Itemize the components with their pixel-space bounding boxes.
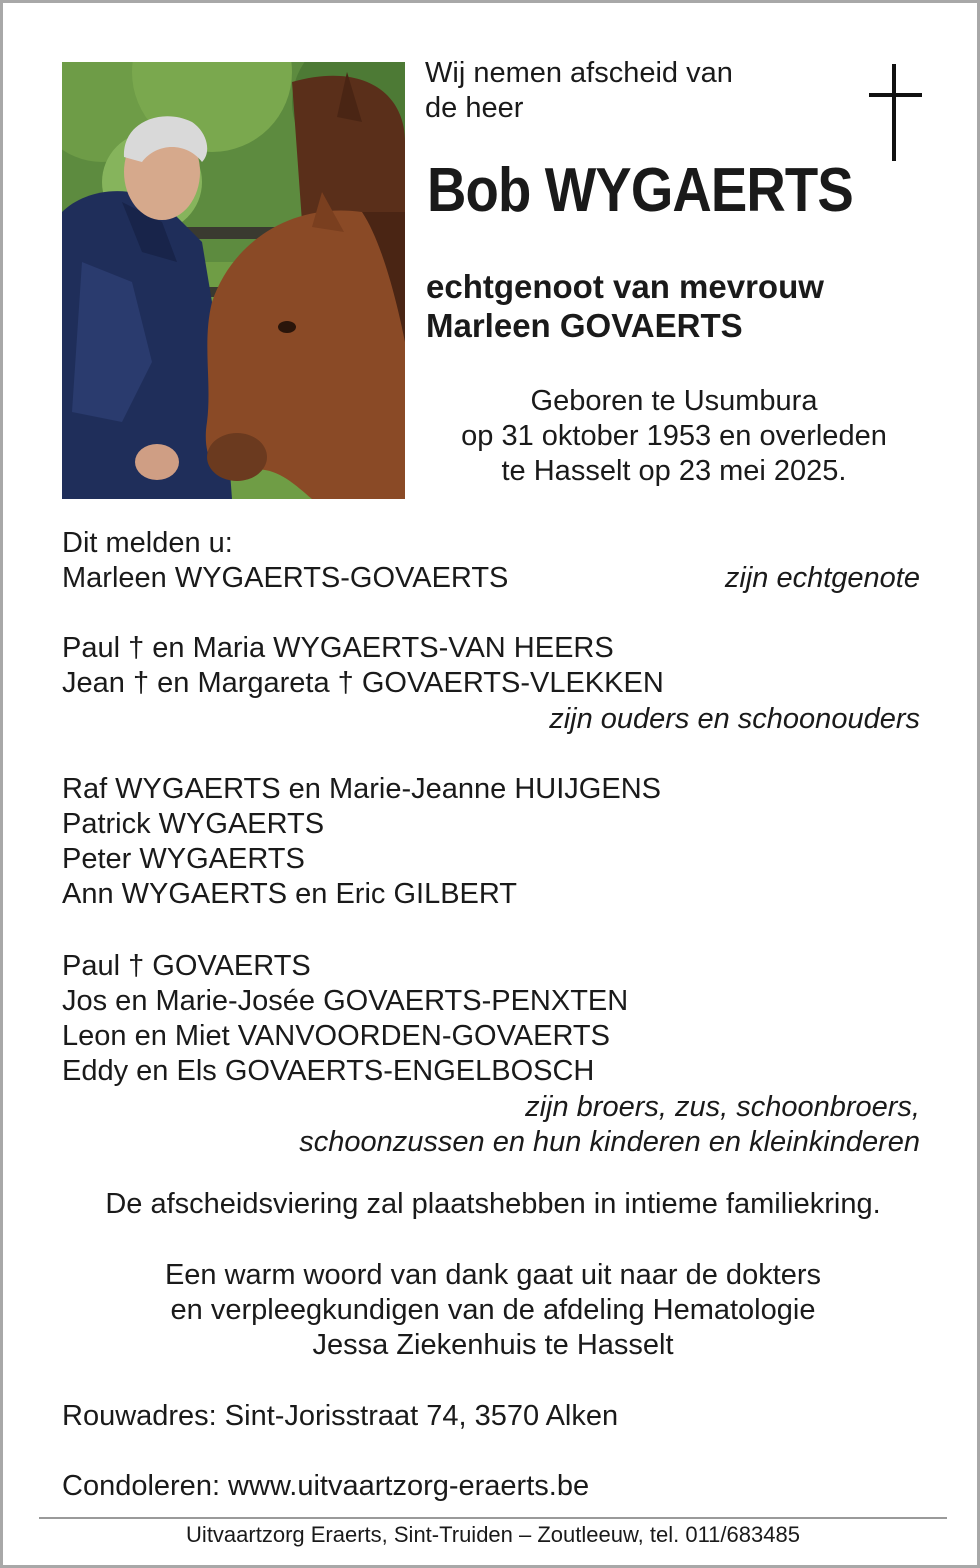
cross-icon [865,64,925,162]
intro-line-2: de heer [425,92,524,124]
spouse-role: zijn echtgenote [724,562,920,594]
condolences-link[interactable]: Condoleren: www.uitvaartzorg-eraerts.be [62,1470,590,1502]
intro-line-1: Wij nemen afscheid van [425,57,733,89]
spouse-line-1: echtgenoot van mevrouw [426,268,824,305]
siblings-line-1: Paul † GOVAERTS [62,950,311,982]
children-line-2: Patrick WYGAERTS [62,808,325,840]
children-line-1: Raf WYGAERTS en Marie-Jeanne HUIJGENS [62,773,661,805]
siblings-role-2: schoonzussen en hun kinderen en kleinkinderen [299,1126,920,1158]
intro-text [425,56,733,126]
birth-death-info [425,384,923,489]
siblings-role-1: zijn broers, zus, schoonbroers, [525,1091,920,1123]
funeral-home-footer: Uitvaartzorg Eraerts, Sint-Truiden – Zoutleeuw, tel. 011/683485 [186,1522,800,1547]
spouse-line-2: Marleen GOVAERTS [426,307,743,344]
footer-divider [39,1517,947,1519]
children-line-3: Peter WYGAERTS [62,843,305,875]
thanks-line-1: Een warm woord van dank gaat uit naar de dokters [164,1259,822,1291]
deceased-name: Bob WYGAERTS [427,156,853,225]
parents-line-1: Paul † en Maria WYGAERTS-VAN HEERS [62,632,614,664]
thanks-line-2: en verpleegkundigen van de afdeling Hematologie [170,1294,816,1326]
spouse-info [426,267,824,345]
siblings-line-3: Leon en Miet VANVOORDEN-GOVAERTS [62,1020,610,1052]
mourning-address: Rouwadres: Sint-Jorisstraat 74, 3570 Alken [62,1400,619,1432]
birth-line-1: Geboren te Usumbura [530,385,818,417]
spouse-name: Marleen WYGAERTS-GOVAERTS [62,562,509,594]
children-line-4: Ann WYGAERTS en Eric GILBERT [62,878,518,910]
parents-line-2: Jean † en Margareta † GOVAERTS-VLEKKEN [62,667,664,699]
portrait-photo [62,62,405,499]
siblings-line-2: Jos en Marie-Josée GOVAERTS-PENXTEN [62,985,629,1017]
birth-line-3: te Hasselt op 23 mei 2025. [501,455,847,487]
family-intro: Dit melden u: [62,527,233,559]
parents-role: zijn ouders en schoonouders [549,703,920,735]
thanks-line-3: Jessa Ziekenhuis te Hasselt [312,1329,674,1361]
ceremony-text: De afscheidsviering zal plaatshebben in intieme familiekring. [105,1188,881,1220]
portrait-photo-image [62,62,405,499]
birth-line-2: op 31 oktober 1953 en overleden [461,420,887,452]
siblings-line-4: Eddy en Els GOVAERTS-ENGELBOSCH [62,1055,595,1087]
